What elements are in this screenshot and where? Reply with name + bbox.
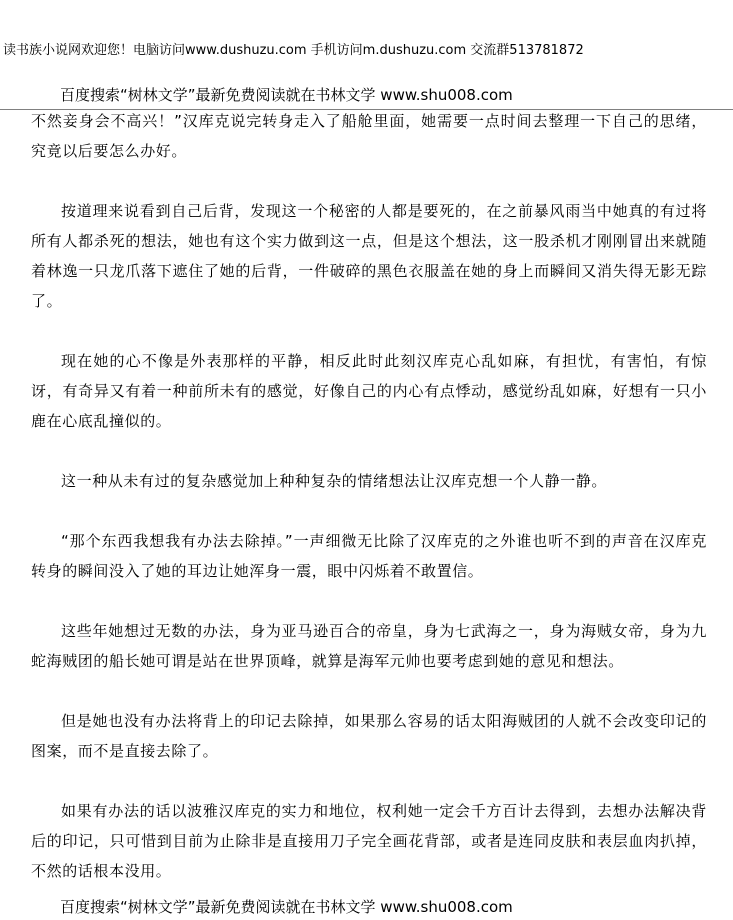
paragraph: 这些年她想过无数的办法，身为亚马逊百合的帝皇，身为七武海之一，身为海贼女帝，身为九蛇海贼团的船长她可谓是站在世界顶峰，就算是海军元帅也要考虑到她的意见和想法。 [31,622,707,670]
paragraph: 不然妾身会不高兴！”汉库克说完转身走入了船舱里面，她需要一点时间去整理一下自己的思绪，究竟以后要怎么办好。 [31,112,707,160]
paragraph: 如果有办法的话以波雅汉库克的实力和地位，权利她一定会千方百计去得到，去想办法解决背后的印记，只可惜到目前为止除非是直接用刀子完全画花背部，或者是连同皮肤和表层血肉扒掉，不然的话根本没用。 [31,802,707,880]
paragraph: 现在她的心不像是外表那样的平静，相反此时此刻汉库克心乱如麻，有担忧，有害怕，有惊讶，有奇异又有着一种前所未有的感觉，好像自己的内心有点悸动，感觉纷乱如麻，好想有一只小鹿在心底乱撞似的。 [31,352,707,430]
paragraph: 按道理来说看到自己后背，发现这一个秘密的人都是要死的，在之前暴风雨当中她真的有过将所有人都杀死的想法，她也有这个实力做到这一点，但是这个想法，这一股杀机才刚刚冒出来就随着林逸一只龙爪落下遮住了她的后背，一件破碎的黑色衣服盖在她的身上而瞬间又消失得无影无踪了。 [31,202,707,310]
paragraph: 但是她也没有办法将背上的印记去除掉，如果那么容易的话太阳海贼团的人就不会改变印记的图案，而不是直接去除了。 [31,712,707,760]
paragraph: 这一种从未有过的复杂感觉加上种种复杂的情绪想法让汉库克想一个人静一静。 [61,472,608,490]
site-notice: 读书族小说网欢迎您！电脑访问www.dushuzu.com 手机访问m.dushuzu.com 交流群513781872 [3,43,584,58]
chapter-content [31,106,707,916]
paragraph: “那个东西我想我有办法去除掉。”一声细微无比除了汉库克的之外谁也听不到的声音在汉库克转身的瞬间没入了她的耳边让她浑身一震，眼中闪烁着不敢置信。 [31,532,707,580]
ad-banner-bottom: 百度搜索“树林文学”最新免费阅读就在书林文学 www.shu008.com [60,898,513,916]
ad-banner-top: 百度搜索“树林文学”最新免费阅读就在书林文学 www.shu008.com [60,86,513,104]
